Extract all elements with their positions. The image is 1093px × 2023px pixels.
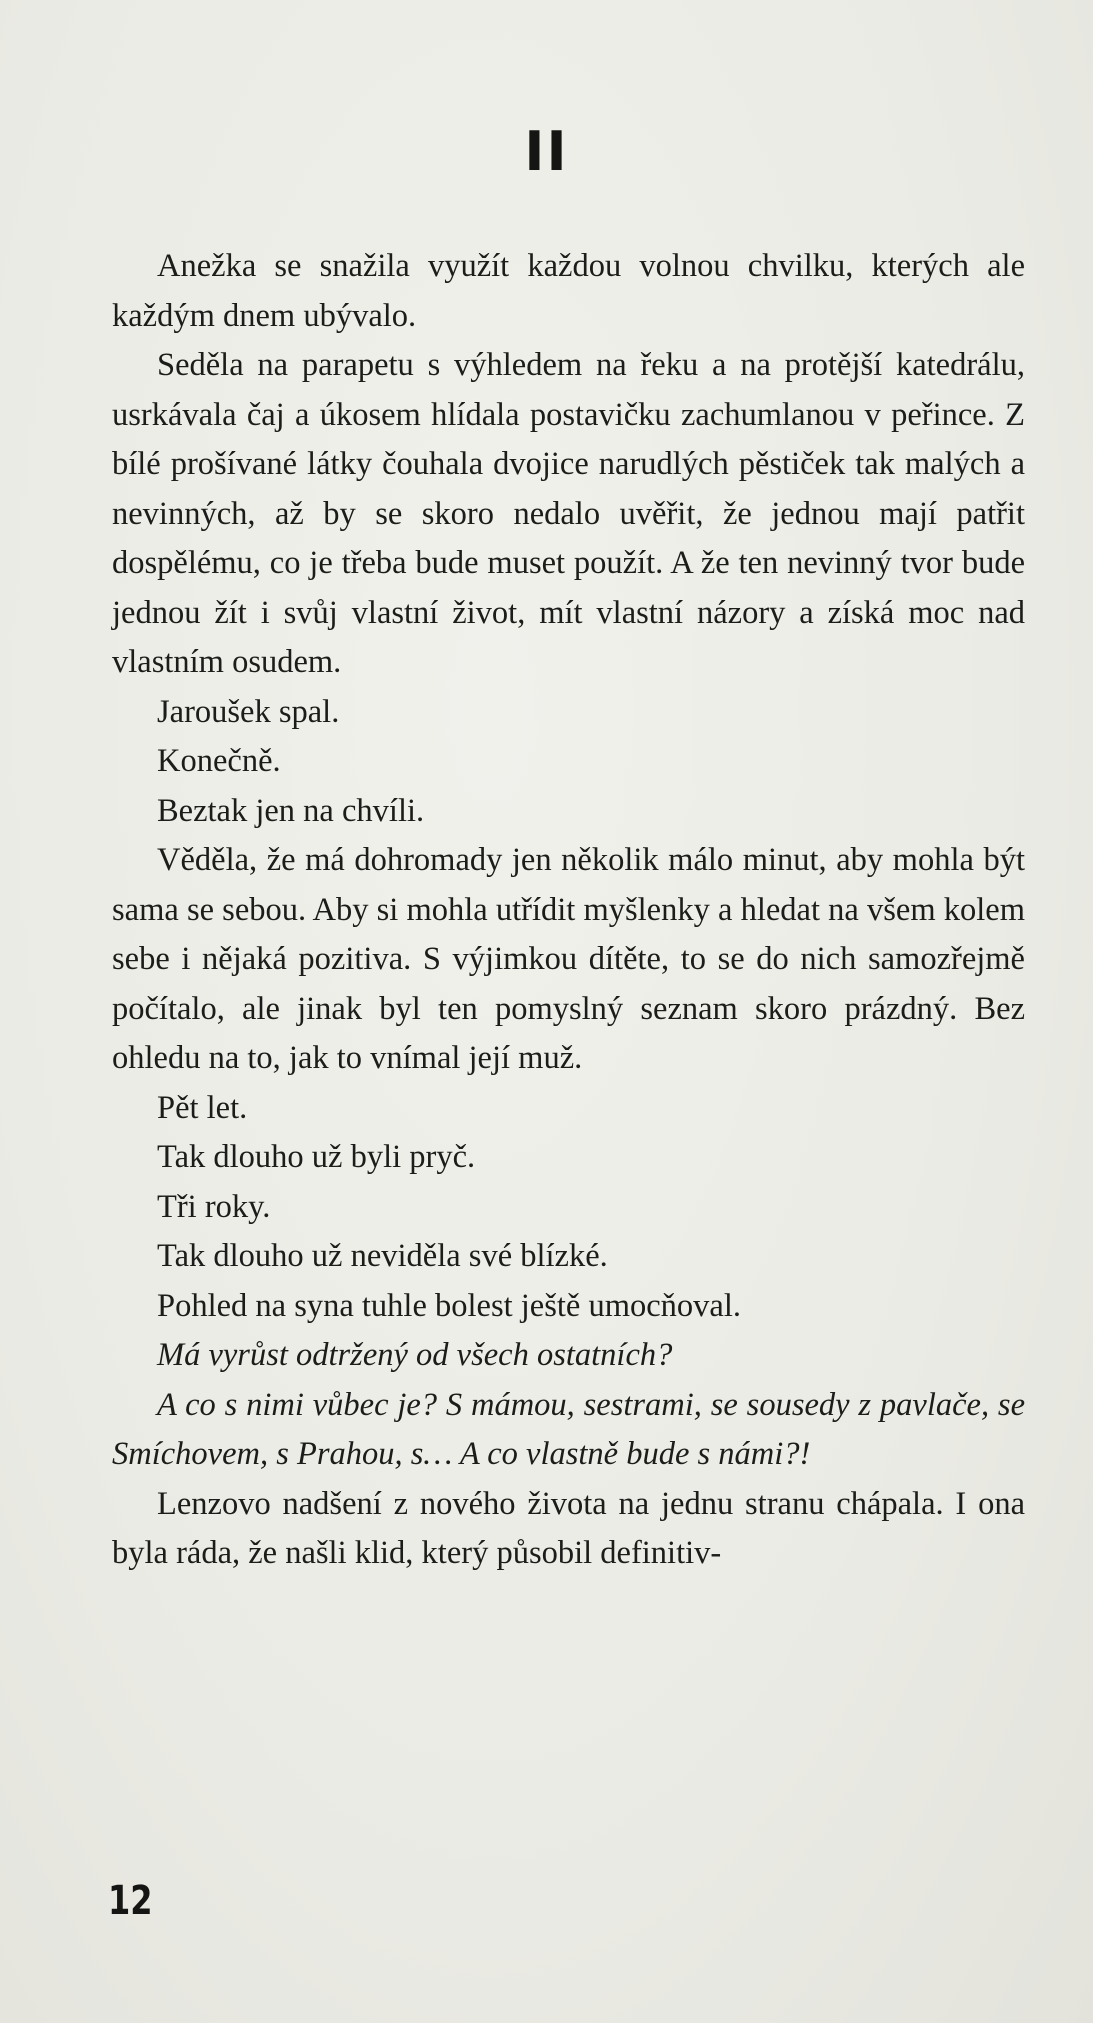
body-text <box>112 242 1025 1579</box>
paragraph: Lenzovo nadšení z nového života na jednu stranu chápala. I ona byla ráda, že našli klid, který působil definitiv- <box>112 1485 1025 1571</box>
italic-thought: A co s nimi vůbec je? S mámou, sestrami, se sousedy z pavlače, se Smíchovem, s Prahou, s… A co vlastně bude s námi?! <box>112 1386 1025 1472</box>
paragraph: Pohled na syna tuhle bolest ještě umocňoval. <box>157 1287 741 1324</box>
paragraph: Tak dlouho už byli pryč. <box>157 1139 476 1175</box>
paragraph: Konečně. <box>157 743 281 779</box>
italic-thought: Má vyrůst odtržený od všech ostatních? <box>157 1337 673 1373</box>
paragraph: Tři roky. <box>157 1188 271 1225</box>
page-number: 12 <box>108 1878 153 1924</box>
paragraph: Seděla na parapetu s výhledem na řeku a na protější katedrálu, usrkávala čaj a úkosem hlídala postavičku zachumlanou v peřince. Z bílé prošívané látky čouhala dvojice narudlých pěstiček tak malých a nevinných, až by se skoro nedalo uvěřit, že jednou mají patřit dospělému, co je třeba bude muset použít. A že ten nevinný tvor bude jednou žít i svůj vlastní život, mít vlastní názory a získá moc nad vlastním osudem. <box>112 347 1025 680</box>
paragraph: Pět let. <box>157 1089 248 1126</box>
paragraph: Anežka se snažila využít každou volnou chvilku, kterých ale každým dnem ubývalo. <box>112 248 1025 334</box>
paragraph: Beztak jen na chvíli. <box>157 792 425 829</box>
paragraph: Věděla, že má dohromady jen několik málo minut, aby mohla být sama se sebou. Aby si mohla utřídit myšlenky a hledat na všem kolem sebe i nějaká pozitiva. S výjimkou dítěte, to se do nich samozřejmě počítalo, ale jinak byl ten pomyslný seznam skoro prázdný. Bez ohledu na to, jak to vnímal její muž. <box>112 842 1025 1076</box>
paragraph: Jaroušek spal. <box>157 693 340 730</box>
chapter-title: II <box>524 120 569 183</box>
paragraph: Tak dlouho už neviděla své blízké. <box>157 1238 608 1274</box>
